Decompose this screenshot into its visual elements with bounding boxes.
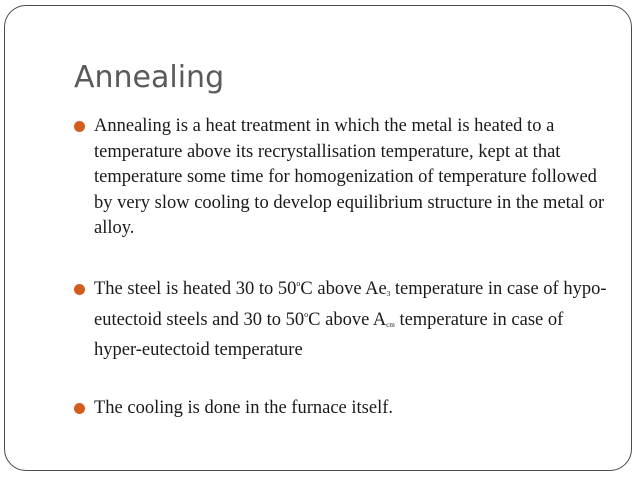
degree-superscript: o — [296, 279, 301, 288]
bullet-dot-icon — [74, 121, 85, 132]
bullet-text-part: temperature in case of hyper-eutectoid temperature — [94, 309, 564, 360]
bullet-cooling — [74, 396, 393, 422]
bullet-annealing-definition — [74, 114, 614, 244]
bullet-list — [74, 114, 614, 418]
bullet-heating-temperature — [74, 274, 614, 364]
bullet-text-part: The steel is heated 30 to 50 — [94, 279, 297, 299]
bullet-text-part: C above Ae — [300, 279, 387, 299]
bullet-text: The cooling is done in the furnace itself. — [94, 398, 393, 418]
subscript-cm: cm — [386, 320, 395, 329]
bullet-text-part: C above A — [308, 309, 387, 330]
slide-title: Annealing — [74, 60, 225, 95]
degree-superscript: o — [304, 309, 309, 319]
slide-frame — [4, 5, 632, 471]
bullet-text-part: temperature in case of hypo-eutectoid steels and 30 to 50 — [94, 279, 607, 330]
bullet-dot-icon — [74, 403, 85, 414]
bullet-dot-icon — [74, 284, 85, 295]
bullet-text: Annealing is a heat treatment in which the metal is heated to a temperature above its recrystallisation temperature, kept at that temperature some time for homogenization of temperature followed by very slow cooling to develop equilibrium structure in the metal or alloy. — [94, 116, 605, 238]
subscript-3: 3 — [386, 290, 391, 298]
